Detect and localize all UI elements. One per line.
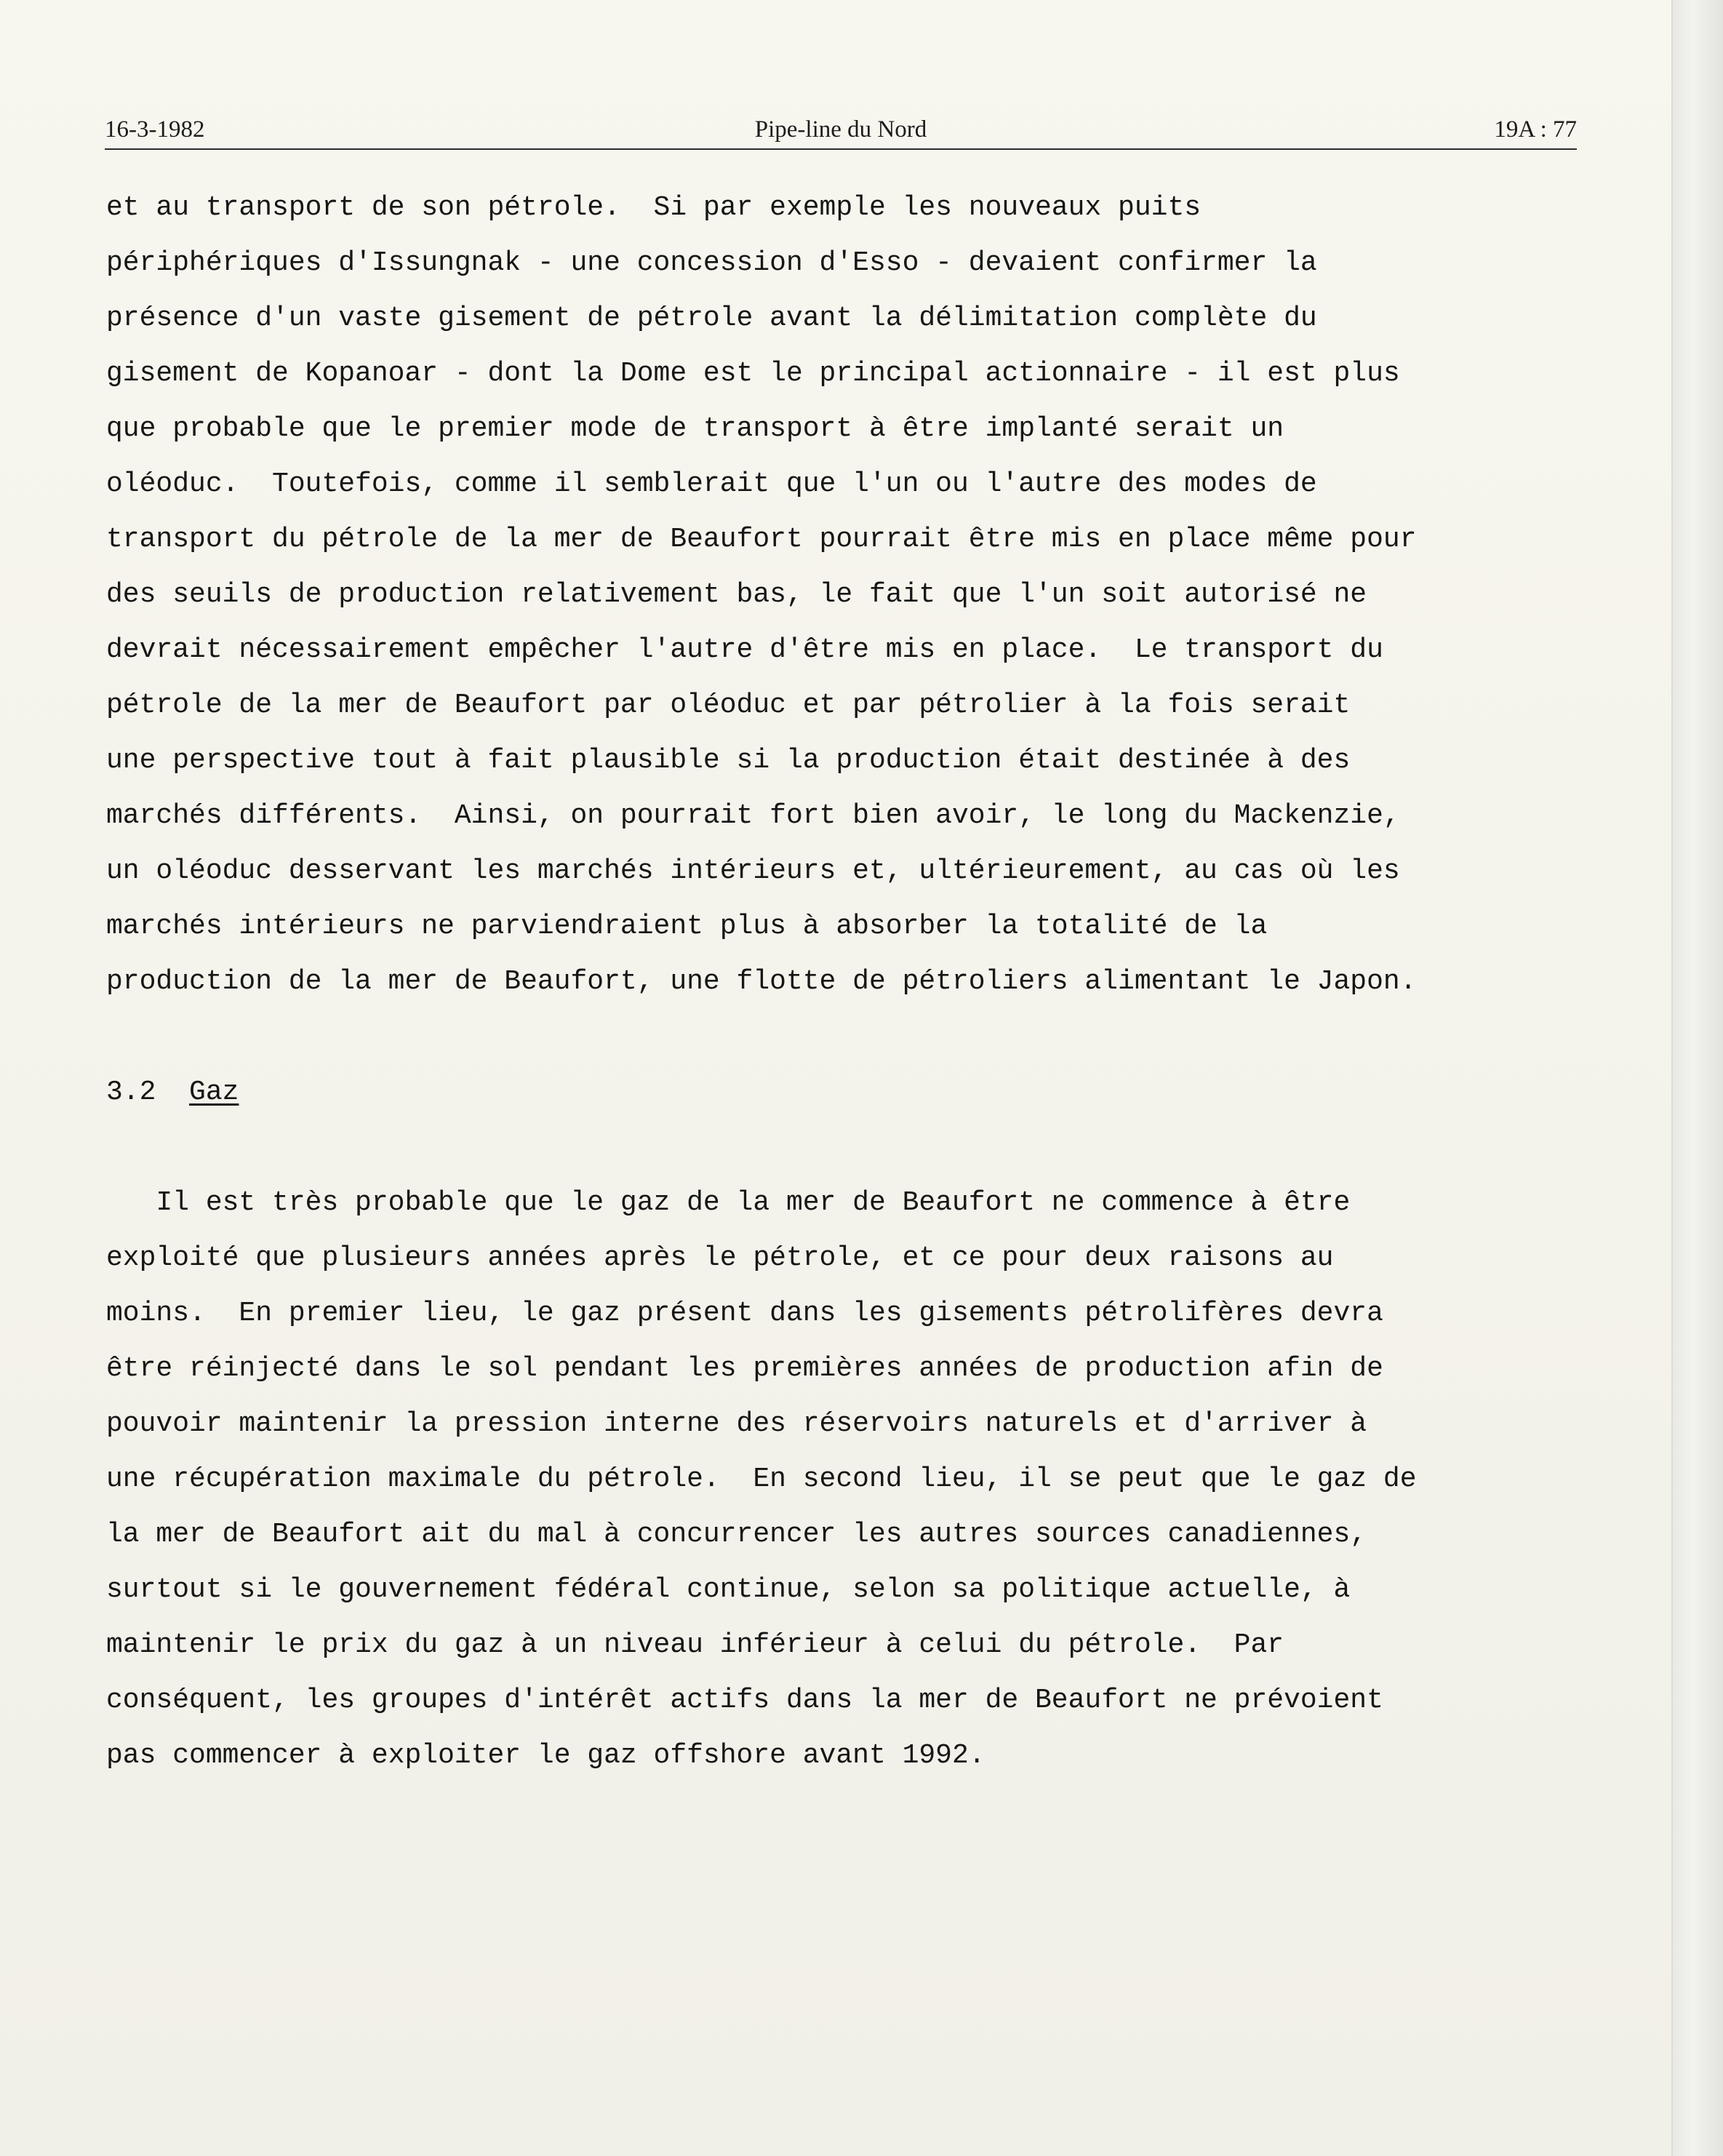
text-line: production de la mer de Beaufort, une flotte de pétroliers alimentant le Japon. [106,966,1417,997]
text-line: moins. En premier lieu, le gaz présent dans les gisements pétrolifères devra [106,1298,1383,1329]
text-line: pétrole de la mer de Beaufort par oléoduc et par pétrolier à la fois serait [106,690,1351,721]
text-line: et au transport de son pétrole. Si par exemple les nouveaux puits [106,192,1202,223]
text-line: une récupération maximale du pétrole. En second lieu, il se peut que le gaz de [106,1464,1417,1495]
page-header [105,116,1577,153]
section-title: Gaz [189,1077,239,1108]
text-line: conséquent, les groupes d'intérêt actifs dans la mer de Beaufort ne prévoient [106,1685,1383,1716]
paragraph-spacer [106,1010,1604,1065]
text-line: surtout si le gouvernement fédéral continue, selon sa politique actuelle, à [106,1574,1351,1605]
header-page-number: 19A : 77 [1494,116,1577,143]
paragraph-spacer [106,1120,1604,1175]
header-rule [105,148,1577,150]
text-line: Il est très probable que le gaz de la mer de Beaufort ne commence à être [106,1187,1351,1218]
header-date: 16-3-1982 [105,116,205,143]
text-line: gisement de Kopanoar - dont la Dome est le principal actionnaire - il est plus [106,358,1400,389]
text-line: périphériques d'Issungnak - une concession d'Esso - devaient confirmer la [106,247,1317,279]
body-text [106,180,1604,1784]
page-edge-strip [1671,0,1723,2156]
text-line: oléoduc. Toutefois, comme il semblerait que l'un ou l'autre des modes de [106,468,1317,500]
text-line: un oléoduc desservant les marchés intérieurs et, ultérieurement, au cas où les [106,855,1400,887]
text-line: pouvoir maintenir la pression interne des réservoirs naturels et d'arriver à [106,1408,1367,1440]
text-line: être réinjecté dans le sol pendant les premières années de production afin de [106,1353,1383,1384]
text-line: transport du pétrole de la mer de Beaufort pourrait être mis en place même pour [106,524,1417,555]
text-line: marchés intérieurs ne parviendraient plus à absorber la totalité de la [106,911,1268,942]
text-line: pas commencer à exploiter le gaz offshore avant 1992. [106,1740,986,1771]
text-line: maintenir le prix du gaz à un niveau inférieur à celui du pétrole. Par [106,1629,1284,1661]
paragraph-oil-transport [106,180,1604,1010]
section-number: 3.2 [106,1077,156,1108]
header-title: Pipe-line du Nord [754,116,927,143]
section-heading [106,1065,1604,1120]
text-line: devrait nécessairement empêcher l'autre d'être mis en place. Le transport du [106,634,1383,666]
paragraph-gas [106,1175,1604,1784]
text-line: marchés différents. Ainsi, on pourrait fort bien avoir, le long du Mackenzie, [106,800,1400,831]
text-line: présence d'un vaste gisement de pétrole avant la délimitation complète du [106,303,1317,334]
text-line: que probable que le premier mode de transport à être implanté serait un [106,413,1284,444]
text-line: exploité que plusieurs années après le pétrole, et ce pour deux raisons au [106,1242,1334,1274]
text-line: la mer de Beaufort ait du mal à concurrencer les autres sources canadiennes, [106,1519,1367,1550]
text-line: une perspective tout à fait plausible si la production était destinée à des [106,745,1351,776]
text-line: des seuils de production relativement bas, le fait que l'un soit autorisé ne [106,579,1367,610]
